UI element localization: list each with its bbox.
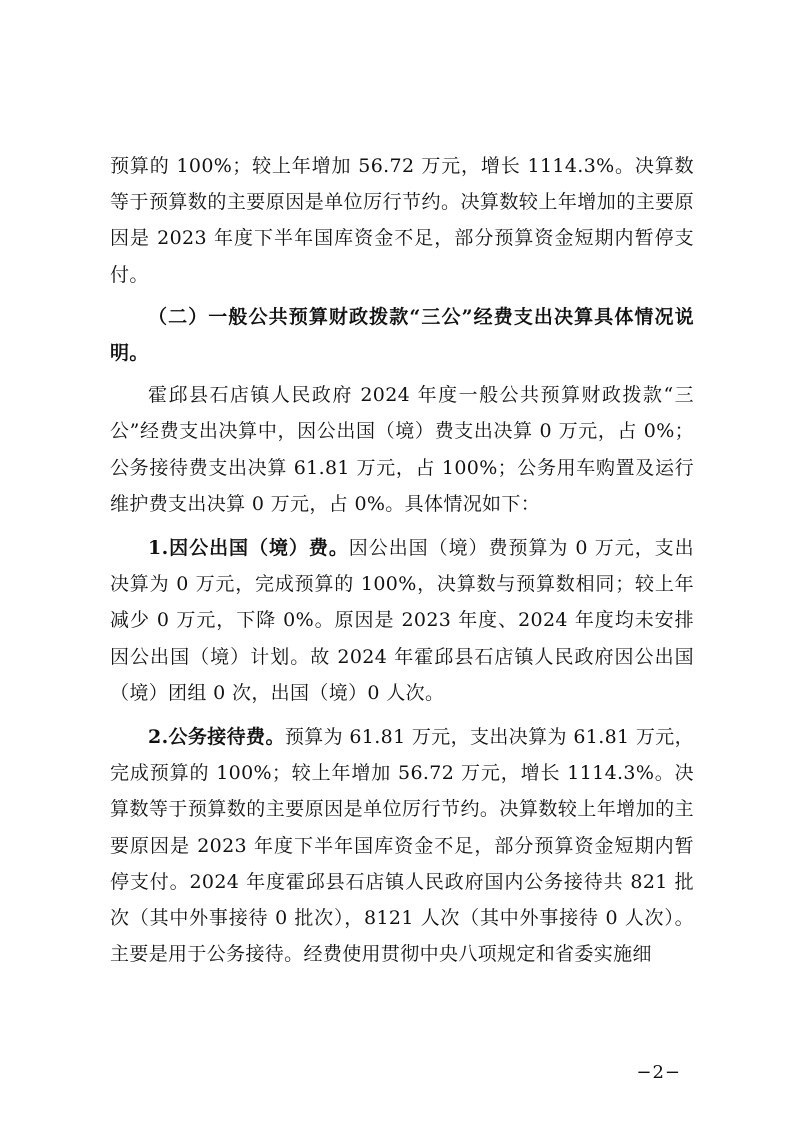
paragraph-lead: 1.因公出国（境）费。	[148, 537, 349, 560]
paragraph-summary	[110, 377, 694, 522]
paragraph-text: 霍邱县石店镇人民政府 2024 年度一般公共预算财政拨款“三公”经费支出决算中，因公出国（境）费支出决算 0 万元，占 0%；公务接待费支出决算 61.81 万元，占 100%；公务用车购置及运行维护费支出决算 0 万元，占 0%。具体情况如下：	[110, 384, 694, 515]
section-heading	[110, 299, 694, 371]
paragraph-lead: 2.公务接待费。	[148, 726, 285, 749]
heading-text: （二）一般公共预算财政拨款“三公”经费支出决算具体情况说明。	[110, 305, 694, 365]
paragraph-reception	[110, 719, 694, 972]
paragraph-overseas-travel	[110, 530, 694, 711]
document-body	[110, 148, 694, 972]
paragraph-text: 预算的 100%；较上年增加 56.72 万元，增长 1114.3%。决算数等于预算数的主要原因是单位厉行节约。决算数较上年增加的主要原因是 2023 年度下半年国库资金不足，部分预算资金短期内暂停支付。	[110, 155, 694, 286]
paragraph-text: 因公出国（境）费预算为 0 万元，支出决算为 0 万元，完成预算的 100%，决算数与预算数相同；较上年减少 0 万元，下降 0%。原因是 2023 年度、2024 年度均未安排因公出国（境）计划。故 2024 年霍邱县石店镇人民政府因公出国（境）团组 0 次，出国（境）0 人次。	[110, 537, 694, 704]
paragraph-text: 预算为 61.81 万元，支出决算为 61.81 万元，完成预算的 100%；较上年增加 56.72 万元，增长 1114.3%。决算数等于预算数的主要原因是单位厉行节约。决算数较上年增加的主要原因是 2023 年度下半年国库资金不足，部分预算资金短期内暂停支付。2024 年度霍邱县石店镇人民政府国内公务接待共 821 批次（其中外事接待 0 批次），8121 人次（其中外事接待 0 人次）。主要是用于公务接待。经费使用贯彻中央八项规定和省委实施细	[110, 726, 695, 966]
page-number: −2−	[636, 1062, 681, 1083]
paragraph-continuation	[110, 148, 694, 293]
